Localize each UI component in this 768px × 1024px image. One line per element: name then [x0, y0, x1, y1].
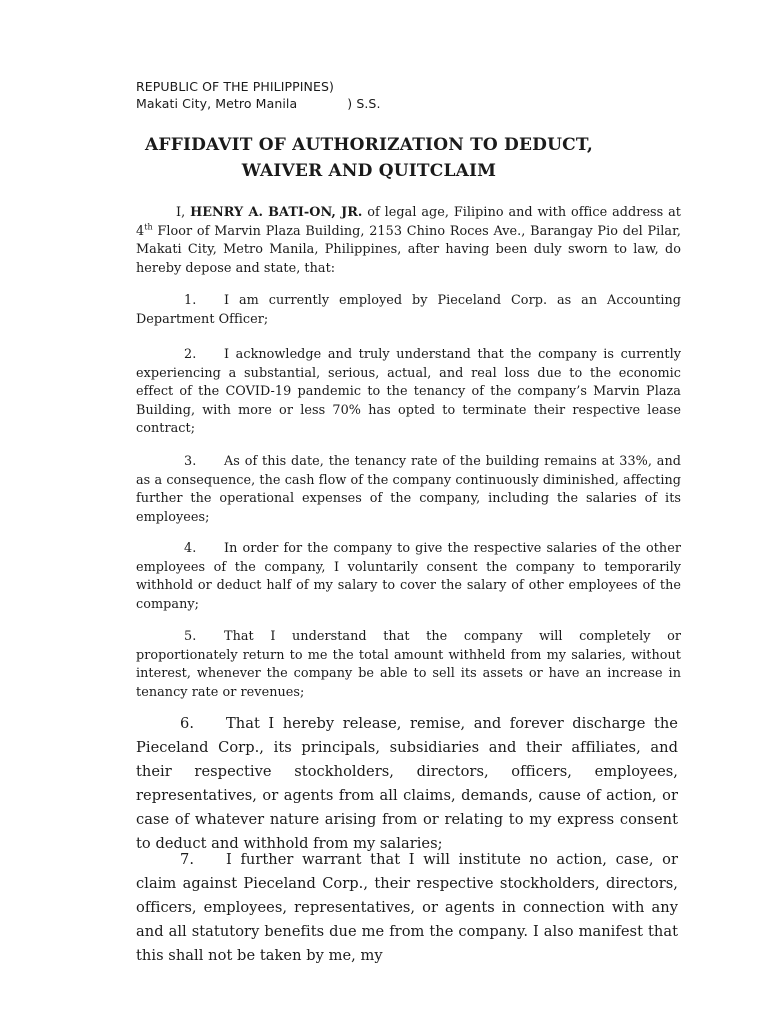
paragraph-1: [136, 292, 681, 329]
paragraph-number: 2.: [184, 347, 197, 362]
paragraph-text: I acknowledge and truly understand that the company is currently experiencing a substantial, serious, actual, and real loss due to the economic effect of the COVID-19 pandemic to the tenancy of the company’s Marvin Plaza Building, with more or less 70% has opted to terminate their respective lease contract;: [136, 347, 681, 437]
paragraph-text: That I understand that the company will completely or proportionately return to me the total amount withheld from my salaries, without interest, whenever the company be able to sell its assets or have an increase in tenancy rate or revenues;: [136, 629, 681, 700]
paragraph-text: I am currently employed by Pieceland Corp. as an Accounting Department Officer;: [136, 293, 681, 327]
paragraph-text: That I hereby release, remise, and forever discharge the Pieceland Corp., its principals, subsidiaries and their affiliates, and their respective stockholders, directors, officers, employees, representatives, or agents from all claims, demands, cause of action, or case of whatever nature arising from or relating to my express consent to deduct and withhold from my salaries;: [136, 715, 678, 852]
title-line-1: AFFIDAVIT OF AUTHORIZATION TO DEDUCT,: [145, 135, 593, 155]
intro-prefix: I,: [176, 205, 186, 220]
venue-line-city: [136, 95, 381, 112]
paragraph-number: 3.: [184, 454, 197, 469]
paragraph-text: As of this date, the tenancy rate of the building remains at 33%, and as a consequence, the cash flow of the company continuously diminished, affecting further the operational expenses of the company, including the salaries of its employees;: [136, 454, 681, 525]
affiant-name: HENRY A. BATI-ON, JR.: [190, 205, 363, 220]
intro-paragraph: [136, 204, 681, 278]
paragraph-number: 7.: [180, 851, 195, 868]
paragraph-number: 1.: [184, 293, 197, 308]
paragraph-6: [136, 712, 678, 856]
paragraph-4: [136, 540, 681, 614]
venue-line-republic: REPUBLIC OF THE PHILIPPINES): [136, 79, 335, 94]
paragraph-number: 6.: [180, 715, 195, 732]
paragraph-text: In order for the company to give the respective salaries of the other employees of the company, I voluntarily consent the company to temporarily withhold or deduct half of my salary to cover the salary of other employees of the company;: [136, 541, 681, 612]
venue-ss: ) S.S.: [347, 96, 381, 111]
title-line-2: WAIVER AND QUITCLAIM: [241, 161, 497, 181]
paragraph-2: [136, 346, 681, 439]
paragraph-number: 4.: [184, 541, 197, 556]
venue-city: Makati City, Metro Manila: [136, 96, 298, 111]
document-title: [0, 132, 768, 184]
intro-sup: th: [144, 222, 153, 232]
paragraph-5: [136, 628, 681, 702]
paragraph-7: [136, 848, 678, 968]
paragraph-3: [136, 453, 681, 527]
intro-text-a: of legal age, Filipino and with office address at 4: [136, 205, 682, 239]
paragraph-number: 5.: [184, 629, 197, 644]
venue-block: [136, 78, 381, 112]
intro-text-b: Floor of Marvin Plaza Building, 2153 Chino Roces Ave., Barangay Pio del Pilar, Makati City, Metro Manila, Philippines, after having been duly sworn to law, do hereby depose and state, that:: [136, 223, 681, 276]
paragraph-text: I further warrant that I will institute no action, case, or claim against Pieceland Corp., their respective stockholders, directors, officers, employees, representatives, or agents in connection with any and all statutory benefits due me from the company. I also manifest that this shall not be taken by me, my: [136, 851, 678, 964]
